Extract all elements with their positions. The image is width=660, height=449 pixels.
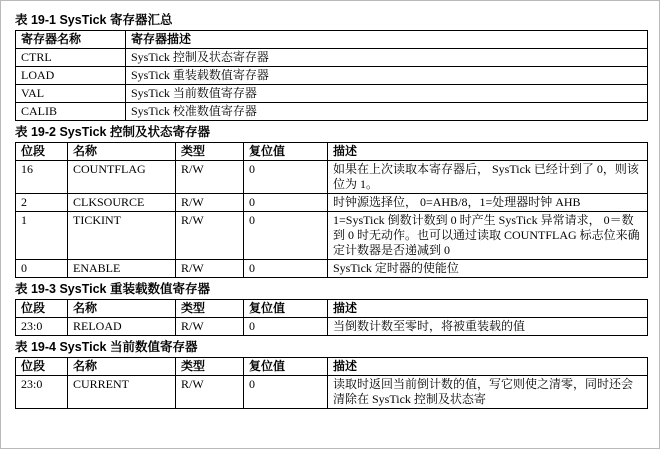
cell-register-name: VAL bbox=[16, 85, 126, 103]
column-header-bits: 位段 bbox=[16, 358, 68, 376]
cell-name: RELOAD bbox=[68, 318, 176, 336]
table-header-row bbox=[16, 300, 648, 318]
table-row bbox=[16, 260, 648, 278]
cell-register-name: LOAD bbox=[16, 67, 126, 85]
column-header-bits: 位段 bbox=[16, 143, 68, 161]
table-header-row bbox=[16, 358, 648, 376]
column-header-description: 描述 bbox=[328, 143, 648, 161]
table-caption-19-4: 表 19-4 SysTick 当前数值寄存器 bbox=[15, 340, 198, 354]
cell-bits: 23:0 bbox=[16, 376, 68, 409]
table-block-19-4 bbox=[15, 339, 649, 409]
table-19-3 bbox=[15, 299, 648, 336]
column-header-reset: 复位值 bbox=[244, 143, 328, 161]
cell-reset: 0 bbox=[244, 194, 328, 212]
cell-type: R/W bbox=[176, 161, 244, 194]
cell-reset: 0 bbox=[244, 260, 328, 278]
cell-description: 当倒数计数至零时，将被重装载的值 bbox=[328, 318, 648, 336]
column-header-type: 类型 bbox=[176, 358, 244, 376]
table-block-19-3 bbox=[15, 281, 649, 336]
table-row bbox=[16, 376, 648, 409]
table-row bbox=[16, 49, 648, 67]
cell-type: R/W bbox=[176, 194, 244, 212]
table-row bbox=[16, 161, 648, 194]
cell-name: ENABLE bbox=[68, 260, 176, 278]
cell-description: 读取时返回当前倒计数的值，写它则使之清零，同时还会清除在 SysTick 控制及状态寄 bbox=[328, 376, 648, 409]
column-header-description: 描述 bbox=[328, 300, 648, 318]
cell-register-desc: SysTick 重装载数值寄存器 bbox=[126, 67, 648, 85]
cell-name: TICKINT bbox=[68, 212, 176, 260]
cell-reset: 0 bbox=[244, 376, 328, 409]
cell-register-desc: SysTick 当前数值寄存器 bbox=[126, 85, 648, 103]
column-header-type: 类型 bbox=[176, 143, 244, 161]
cell-name: CURRENT bbox=[68, 376, 176, 409]
table-19-1 bbox=[15, 30, 648, 121]
cell-bits: 0 bbox=[16, 260, 68, 278]
cell-name: CLKSOURCE bbox=[68, 194, 176, 212]
table-row bbox=[16, 85, 648, 103]
cell-description: 时钟源选择位， 0=AHB/8，1=处理器时钟 AHB bbox=[328, 194, 648, 212]
cell-bits: 1 bbox=[16, 212, 68, 260]
cell-type: R/W bbox=[176, 212, 244, 260]
cell-register-name: CTRL bbox=[16, 49, 126, 67]
column-header-name: 名称 bbox=[68, 143, 176, 161]
cell-register-name: CALIB bbox=[16, 103, 126, 121]
table-caption-19-1: 表 19-1 SysTick 寄存器汇总 bbox=[15, 13, 173, 27]
column-header-name: 名称 bbox=[68, 358, 176, 376]
table-19-2 bbox=[15, 142, 648, 278]
cell-bits: 2 bbox=[16, 194, 68, 212]
table-row bbox=[16, 194, 648, 212]
cell-reset: 0 bbox=[244, 318, 328, 336]
table-row bbox=[16, 103, 648, 121]
column-header-type: 类型 bbox=[176, 300, 244, 318]
cell-name: COUNTFLAG bbox=[68, 161, 176, 194]
cell-description: 1=SysTick 倒数计数到 0 时产生 SysTick 异常请求， 0＝数到 0 时无动作。也可以通过读取 COUNTFLAG 标志位来确定计数器是否递减到 0 bbox=[328, 212, 648, 260]
cell-type: R/W bbox=[176, 260, 244, 278]
column-header-name: 名称 bbox=[68, 300, 176, 318]
column-header-reset: 复位值 bbox=[244, 300, 328, 318]
cell-reset: 0 bbox=[244, 161, 328, 194]
table-caption-19-2: 表 19-2 SysTick 控制及状态寄存器 bbox=[15, 125, 210, 139]
cell-bits: 23:0 bbox=[16, 318, 68, 336]
cell-reset: 0 bbox=[244, 212, 328, 260]
cell-register-desc: SysTick 控制及状态寄存器 bbox=[126, 49, 648, 67]
column-header-description: 描述 bbox=[328, 358, 648, 376]
column-header-register-desc: 寄存器描述 bbox=[126, 31, 648, 49]
column-header-register-name: 寄存器名称 bbox=[16, 31, 126, 49]
table-row bbox=[16, 212, 648, 260]
column-header-bits: 位段 bbox=[16, 300, 68, 318]
table-row bbox=[16, 67, 648, 85]
table-row bbox=[16, 318, 648, 336]
table-caption-19-3: 表 19-3 SysTick 重装载数值寄存器 bbox=[15, 282, 210, 296]
cell-type: R/W bbox=[176, 376, 244, 409]
table-block-19-2 bbox=[15, 124, 649, 278]
cell-description: 如果在上次读取本寄存器后， SysTick 已经计到了 0，则该位为 1。 bbox=[328, 161, 648, 194]
cell-bits: 16 bbox=[16, 161, 68, 194]
table-header-row bbox=[16, 143, 648, 161]
column-header-reset: 复位值 bbox=[244, 358, 328, 376]
table-block-19-1 bbox=[15, 12, 649, 121]
table-header-row bbox=[16, 31, 648, 49]
cell-description: SysTick 定时器的使能位 bbox=[328, 260, 648, 278]
table-19-4 bbox=[15, 357, 648, 409]
cell-register-desc: SysTick 校准数值寄存器 bbox=[126, 103, 648, 121]
cell-type: R/W bbox=[176, 318, 244, 336]
